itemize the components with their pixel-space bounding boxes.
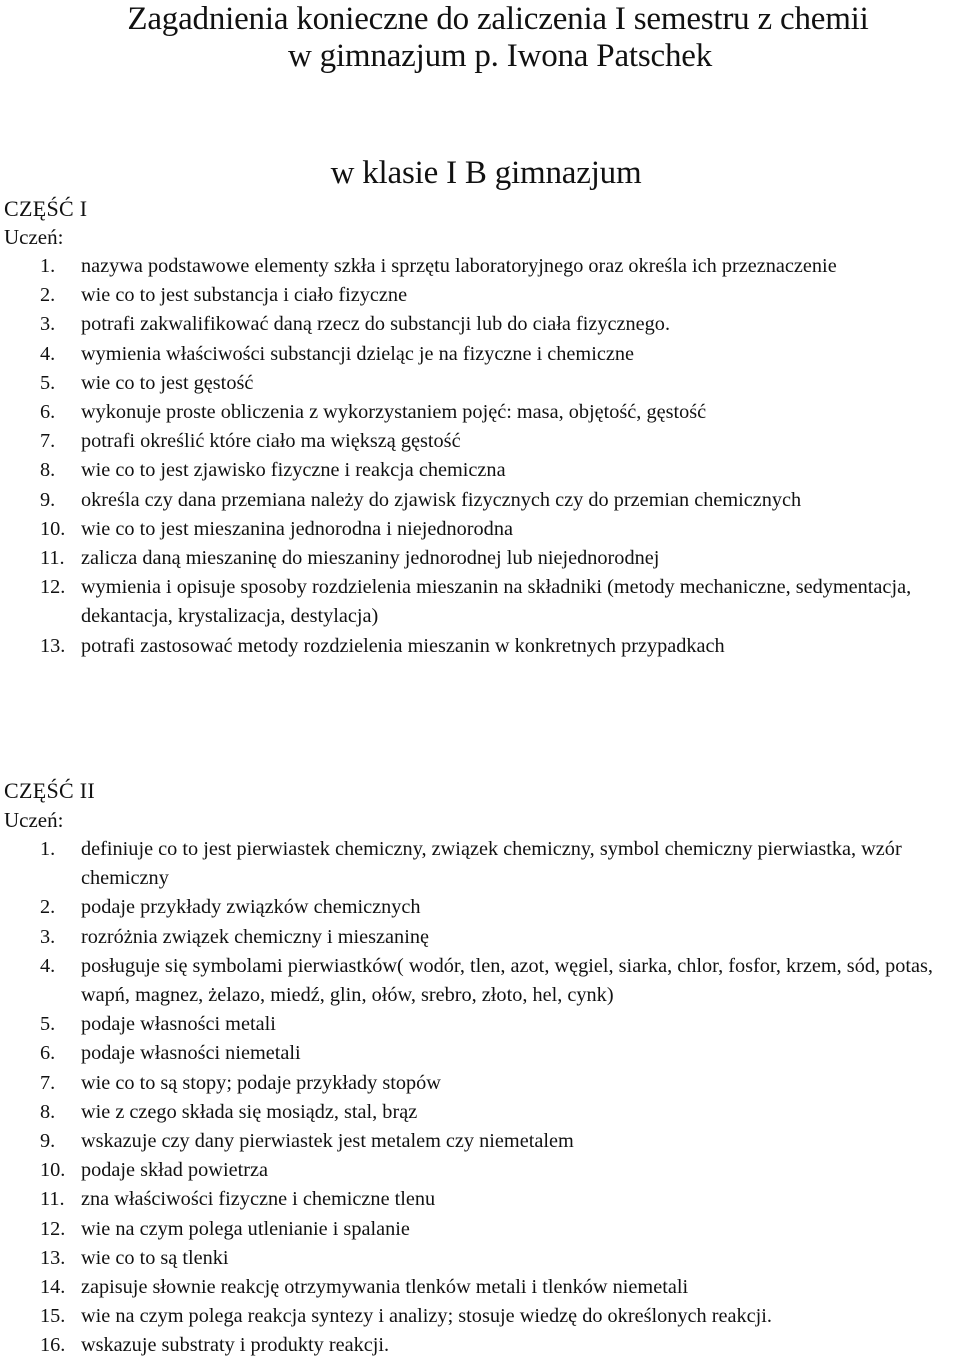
list-item-text: wie z czego składa się mosiądz, stal, brąz	[81, 1100, 418, 1123]
list-item-number: 13.	[40, 634, 66, 657]
list-item-number: 3.	[40, 925, 56, 948]
list-item-text: zalicza daną mieszaninę do mieszaniny jednorodnej lub niejednorodnej	[81, 547, 660, 570]
list-item-text: wie co to jest zjawisko fizyczne i reakcja chemiczna	[81, 459, 506, 482]
list-item	[0, 456, 960, 485]
list-item-text: nazywa podstawowe elementy szkła i sprzętu laboratoryjnego oraz określa ich przeznaczenie	[81, 255, 837, 277]
list-item	[0, 427, 960, 456]
list-item-text: definiuje co to jest pierwiastek chemiczny, związek chemiczny, symbol chemiczny pierwiastka, wzór chemiczny	[81, 838, 907, 890]
list-item-text: podaje własności niemetali	[81, 1042, 301, 1065]
list-item-text: wymienia i opisuje sposoby rozdzielenia mieszanin na składniki (metody mechaniczne, sedymentacja, dekantacja, krystalizacja, destylacja)	[81, 576, 917, 628]
list-item-text: wie co to są tlenki	[81, 1246, 229, 1269]
list-item	[0, 281, 960, 310]
list-item-number: 11.	[40, 1188, 65, 1211]
list-item	[0, 1010, 960, 1039]
part-1-heading: CZĘŚĆ I	[4, 196, 88, 221]
list-item-number: 2.	[40, 284, 56, 307]
part-2-list	[0, 835, 960, 1361]
list-item-number: 4.	[40, 954, 56, 977]
list-item	[0, 893, 960, 922]
list-item	[0, 1098, 960, 1127]
list-item-number: 4.	[40, 342, 56, 365]
list-item-text: zna właściwości fizyczne i chemiczne tlenu	[81, 1188, 436, 1211]
list-item-number: 9.	[40, 1130, 56, 1153]
list-item	[0, 923, 960, 952]
list-item-number: 12.	[40, 1217, 66, 1240]
list-item-text: posługuje się symbolami pierwiastków( wodór, tlen, azot, węgiel, siarka, chlor, fosfor, krzem, sód, potas, wapń, magnez, żelazo, miedź, glin, ołów, srebro, złoto, hel, cynk)	[81, 954, 939, 1007]
list-item	[0, 369, 960, 398]
list-item	[0, 1215, 960, 1244]
part-2-heading: CZĘŚĆ II	[4, 778, 96, 803]
list-item	[0, 1273, 960, 1302]
list-item	[0, 1069, 960, 1098]
list-item-number: 8.	[40, 1100, 56, 1123]
list-item-text: wie co to jest mieszanina jednorodna i niejednorodna	[81, 517, 513, 540]
list-item	[0, 1244, 960, 1273]
part-1-student-label: Uczeń:	[4, 225, 64, 249]
list-item	[0, 398, 960, 427]
list-item-number: 16.	[40, 1334, 66, 1357]
list-item-number: 10.	[40, 517, 66, 540]
list-item	[0, 252, 960, 281]
list-item-number: 9.	[40, 488, 56, 511]
list-item-text: rozróżnia związek chemiczny i mieszaninę	[81, 925, 429, 948]
list-item-number: 12.	[40, 576, 66, 599]
list-item-number: 5.	[40, 371, 56, 394]
list-item	[0, 1185, 960, 1214]
list-item	[0, 952, 960, 1010]
list-item	[0, 573, 960, 631]
list-item-text: wykonuje proste obliczenia z wykorzystaniem pojęć: masa, objętość, gęstość	[81, 401, 707, 424]
list-item-text: podaje własności metali	[81, 1013, 276, 1036]
list-item-text: podaje przykłady związków chemicznych	[81, 896, 421, 919]
list-item-number: 11.	[40, 547, 65, 570]
list-item	[0, 544, 960, 573]
list-item	[0, 1039, 960, 1068]
list-item-text: wie co to jest gęstość	[81, 371, 254, 394]
list-item	[0, 632, 960, 661]
list-item-text: zapisuje słownie reakcję otrzymywania tlenków metali i tlenków niemetali	[81, 1276, 689, 1299]
list-item-text: wie co to jest substancja i ciało fizyczne	[81, 284, 408, 307]
list-item-number: 1.	[40, 838, 56, 860]
list-item	[0, 1302, 960, 1331]
list-item-text: potrafi zastosować metody rozdzielenia mieszanin w konkretnych przypadkach	[81, 634, 725, 657]
list-item	[0, 1156, 960, 1185]
list-item-text: wskazuje substraty i produkty reakcji.	[81, 1334, 390, 1357]
list-item-text: potrafi zakwalifikować daną rzecz do substancji lub do ciała fizycznego.	[81, 313, 671, 336]
list-item-text: wymienia właściwości substancji dzieląc je na fizyczne i chemiczne	[81, 342, 634, 365]
part-2-student-label: Uczeń:	[4, 808, 64, 832]
list-item-number: 14.	[40, 1276, 66, 1299]
list-item-text: wskazuje czy dany pierwiastek jest metalem czy niemetalem	[81, 1130, 574, 1153]
list-item	[0, 486, 960, 515]
list-item-number: 6.	[40, 401, 56, 424]
list-item	[0, 340, 960, 369]
list-item-number: 7.	[40, 430, 56, 453]
list-item-number: 5.	[40, 1013, 56, 1036]
document-title-line-3: w klasie I B gimnazjum	[330, 155, 642, 191]
list-item-number: 15.	[40, 1305, 66, 1328]
list-item	[0, 1127, 960, 1156]
list-item-number: 2.	[40, 896, 56, 919]
list-item	[0, 515, 960, 544]
list-item-number: 1.	[40, 255, 56, 277]
document-title-line-1: Zagadnienia konieczne do zaliczenia I semestru z chemii	[127, 1, 869, 37]
list-item-text: określa czy dana przemiana należy do zjawisk fizycznych czy do przemian chemicznych	[81, 488, 802, 511]
part-1-list	[0, 252, 960, 661]
list-item-number: 6.	[40, 1042, 56, 1065]
list-item-number: 8.	[40, 459, 56, 482]
list-item-text: podaje skład powietrza	[81, 1159, 268, 1182]
list-item-number: 3.	[40, 313, 56, 336]
list-item	[0, 835, 960, 893]
list-item	[0, 1331, 960, 1360]
list-item-text: wie na czym polega utlenianie i spalanie	[81, 1217, 410, 1240]
list-item-text: wie na czym polega reakcja syntezy i analizy; stosuje wiedzę do określonych reakcji.	[81, 1305, 772, 1328]
list-item-text: potrafi określić które ciało ma większą gęstość	[81, 430, 461, 453]
list-item-text: wie co to są stopy; podaje przykłady stopów	[81, 1071, 441, 1094]
list-item-number: 13.	[40, 1246, 66, 1269]
list-item-number: 10.	[40, 1159, 66, 1182]
list-item	[0, 310, 960, 339]
document-title-line-2: w gimnazjum p. Iwona Patschek	[287, 38, 713, 74]
list-item-number: 7.	[40, 1071, 56, 1094]
